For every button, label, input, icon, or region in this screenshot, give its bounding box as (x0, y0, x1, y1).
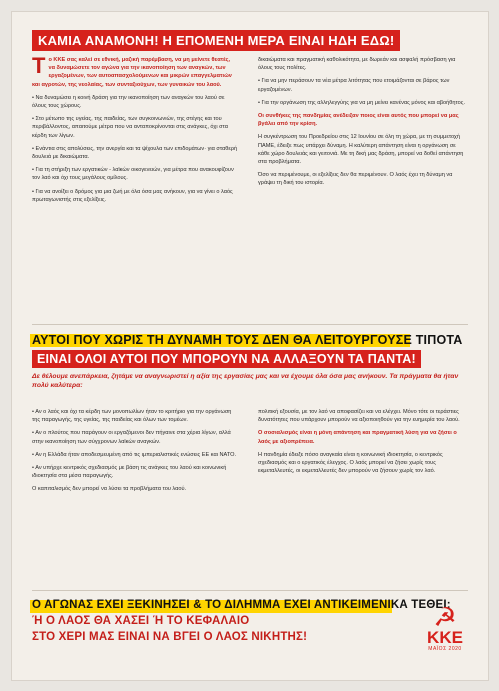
lead-text: ο ΚΚΕ σας καλεί σε εθνική, μαζική παρέμβαση, να μη μείνετε θεατές, να δυναμώσετε τον αγώνα για την ικανοποίηση των αναγκών, των εργαζομένων, των αυτοαπασχολούμενων και μικρών επαγγελματιών και αγροτών, της νεολαίας, των συνταξιούχων, των γυναικών του λαού. (32, 57, 232, 88)
lead-paragraph (32, 53, 238, 89)
footer-line-2: Ή Ο ΛΑΟΣ ΘΑ ΧΑΣΕΙ Ή ΤΟ ΚΕΦΑΛΑΙΟ (32, 615, 250, 627)
leaflet-page (12, 12, 488, 680)
dropcap: Τ (32, 53, 46, 78)
body-paragraph: πολιτική εξουσία, με τον λαό να αποφασίζει και να ελέγχει. Μόνο τότε οι τεράστιες δυνατότητες που υπάρχουν μπορούν να αξιοποιηθούν για την ευημερία του λαού. (258, 409, 460, 424)
bottom-left-column (32, 408, 238, 499)
middle-subheading: Δε θέλουμε ανεπάρκεια, ζητάμε να αναγνωριστεί η αξία της εργασίας μας και να έχουμε όλα όσα μας ανήκουν. Τα πράγματα θα ήταν πολύ καλύτερα: (32, 373, 459, 389)
list-item: • Στο μέτωπο της υγείας, της παιδείας, των συγκοινωνιών, της στέγης και του περιβάλλοντος, απαιτούμε μέτρα που να ανταποκρίνονται στις ανάγκες, όχι στα κέρδη των λίγων. (32, 116, 228, 139)
list-item: • Για την οργάνωση της αλληλεγγύης για να μη μείνει κανένας μόνος και αβοήθητος. (258, 99, 465, 106)
divider (32, 324, 468, 325)
list-item: • Για να μην περάσουν τα νέα μέτρα λιτότητας που ετοιμάζονται σε βάρος των εργαζομένων. (258, 78, 450, 93)
body-paragraph: Όσο να περιμένουμε, οι εξελίξεις δεν θα περιμένουν. Ο λαός έχει τη δύναμη να γράψει τη δική του ιστορία. (258, 172, 453, 187)
top-left-column (32, 53, 238, 209)
middle-headline-2: ΕΙΝΑΙ ΟΛΟΙ ΑΥΤΟΙ ΠΟΥ ΜΠΟΡΟΥΝ ΝΑ ΑΛΛΑΞΟΥΝ ΤΑ ΠΑΝΤΑ! (32, 350, 421, 368)
body-paragraph: Η πανδημία έδειξε πόσο αναγκαία είναι η κοινωνική ιδιοκτησία, ο κεντρικός σχεδιασμός και ο εργατικός έλεγχος. Ο λαός μπορεί να ζήσει χωρίς τους εκμεταλλευτές, οι εκμεταλλευτές δεν μπορούν να ζήσουν χωρίς τον λαό. (258, 451, 443, 475)
logo-text: ΚΚΕ (427, 628, 463, 647)
footer-line-1: Ο ΑΓΩΝΑΣ ΕΧΕΙ ΞΕΚΙΝΗΣΕΙ & ΤΟ ΔΙΛΗΜΜΑ ΕΧΕΙ ΑΝΤΙΚΕΙΜΕΝΙΚΑ ΤΕΘΕΙ: (32, 599, 451, 611)
list-item: • Για τη στήριξη των εργατικών - λαϊκών οικογενειών, για μέτρα που ανακουφίζουν τον λαό και όχι τους μεγάλους ομίλους. (32, 167, 234, 182)
callout-text: Οι συνθήκες της πανδημίας ανέδειξαν ποιος είναι αυτός που μπορεί να μας βγάλει από την κρίση. (258, 113, 459, 128)
top-right-column (258, 56, 466, 193)
callout-text: Ο σοσιαλισμός είναι η μόνη απάντηση και πραγματική λύση για να ζήσει ο λαός με αξιοπρέπεια. (258, 430, 457, 445)
divider (32, 590, 468, 591)
middle-headline-1: ΑΥΤΟΙ ΠΟΥ ΧΩΡΙΣ ΤΗ ΔΥΝΑΜΗ ΤΟΥΣ ΔΕΝ ΘΑ ΛΕΙΤΟΥΡΓΟΥΣΕ ΤΙΠΟΤΑ (32, 333, 463, 347)
list-item: • Αν ο λαός και όχι τα κέρδη των μονοπωλίων ήταν το κριτήριο για την οργάνωση της παραγωγής, της υγείας, της παιδείας και όλων των τομέων. (32, 409, 232, 424)
list-item: • Για να ανοίξει ο δρόμος για μια ζωή με όλα όσα μας ανήκουν, για να γίνει ο λαός πρωταγωνιστής στις εξελίξεις. (32, 188, 233, 203)
footer-line-3: ΣΤΟ ΧΕΡΙ ΜΑΣ ΕΙΝΑΙ ΝΑ ΒΓΕΙ Ο ΛΑΟΣ ΝΙΚΗΤΗΣ! (32, 631, 308, 643)
hammer-sickle-icon: ☭ (433, 602, 457, 632)
list-item: • Ενάντια στις απολύσεις, την ανεργία και τα ψίχουλα των επιδομάτων· για σταθερή δουλειά με δικαιώματα. (32, 145, 238, 161)
closing-text: Ο καπιταλισμός δεν μπορεί να λύσει τα προβλήματα του λαού. (32, 486, 187, 493)
top-banner: ΚΑΜΙΑ ΑΝΑΜΟΝΗ! Η ΕΠΟΜΕΝΗ ΜΕΡΑ ΕΙΝΑΙ ΗΔΗ ΕΔΩ! (32, 30, 400, 51)
list-item: • Αν ο πλούτος που παράγουν οι εργαζόμενοι δεν πήγαινε στα χέρια λίγων, αλλά στην ικανοποίηση των σύγχρονων λαϊκών αναγκών. (32, 430, 231, 445)
party-logo (418, 604, 472, 652)
body-paragraph: Η συγκέντρωση του Προεδρείου στις 12 Ιουνίου σε όλη τη χώρα, με τη συμμετοχή ΠΑΜΕ, έδειξε πως υπάρχει δύναμη. Η καλύτερη απάντηση είναι η οργάνωση σε κάθε χώρο δουλειάς και γειτονιά. Με τη δική μας δράση, μπορεί να δοθεί απάντηση στα προβλήματα. (258, 134, 464, 166)
list-item: • Να δυναμώσει η κοινή δράση για την ικανοποίηση των αναγκών του λαού σε όλους τους χώρους. (32, 94, 225, 110)
list-item: • Αν υπήρχε κεντρικός σχεδιασμός με βάση τις ανάγκες του λαού και κοινωνική ιδιοκτησία στα μέσα παραγωγής. (32, 465, 227, 480)
intro-text: δικαιώματα και πραγματική καθολικότητα, με δωρεάν και ασφαλή πρόσβαση για όλους τους πολίτες. (258, 57, 456, 72)
bottom-right-column (258, 408, 466, 480)
list-item: • Αν η Ελλάδα ήταν αποδεσμευμένη από τις ιμπεριαλιστικές ενώσεις ΕΕ και ΝΑΤΟ. (32, 451, 237, 458)
logo-subtext: ΜΑΪΟΣ 2020 (428, 646, 462, 652)
